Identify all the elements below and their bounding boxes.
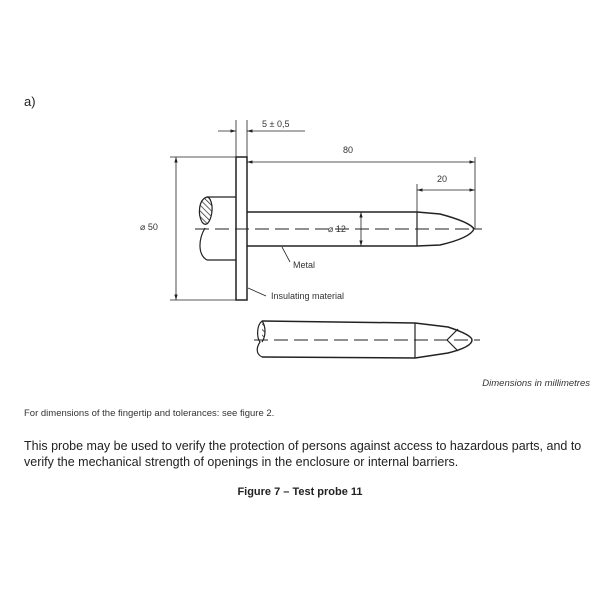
handle-section <box>199 197 212 224</box>
callout-insulating-material: Insulating material <box>271 291 345 301</box>
units-note: Dimensions in millimetres <box>482 378 590 389</box>
probe-side-view <box>254 321 480 358</box>
callout-metal: Metal <box>293 260 316 270</box>
description-paragraph: This probe may be used to verify the protection of persons against access to hazardous parts, and to verify the mechanical strength of openings in the enclosure or internal barriers. <box>24 439 582 469</box>
dim-flange-diameter: ⌀ 50 <box>140 222 158 232</box>
dim-shaft-diameter: ⌀ 12 <box>328 224 346 234</box>
figure-sublabel: a) <box>24 94 36 109</box>
dimension-note: For dimensions of the fingertip and tolerances: see figure 2. <box>24 408 275 419</box>
dim-tip-length: 20 <box>437 174 448 184</box>
figure-caption: Figure 7 – Test probe 11 <box>237 486 363 498</box>
dim-overall-length: 80 <box>343 145 354 155</box>
dim-flange-thickness: 5 ± 0,5 <box>262 119 290 129</box>
